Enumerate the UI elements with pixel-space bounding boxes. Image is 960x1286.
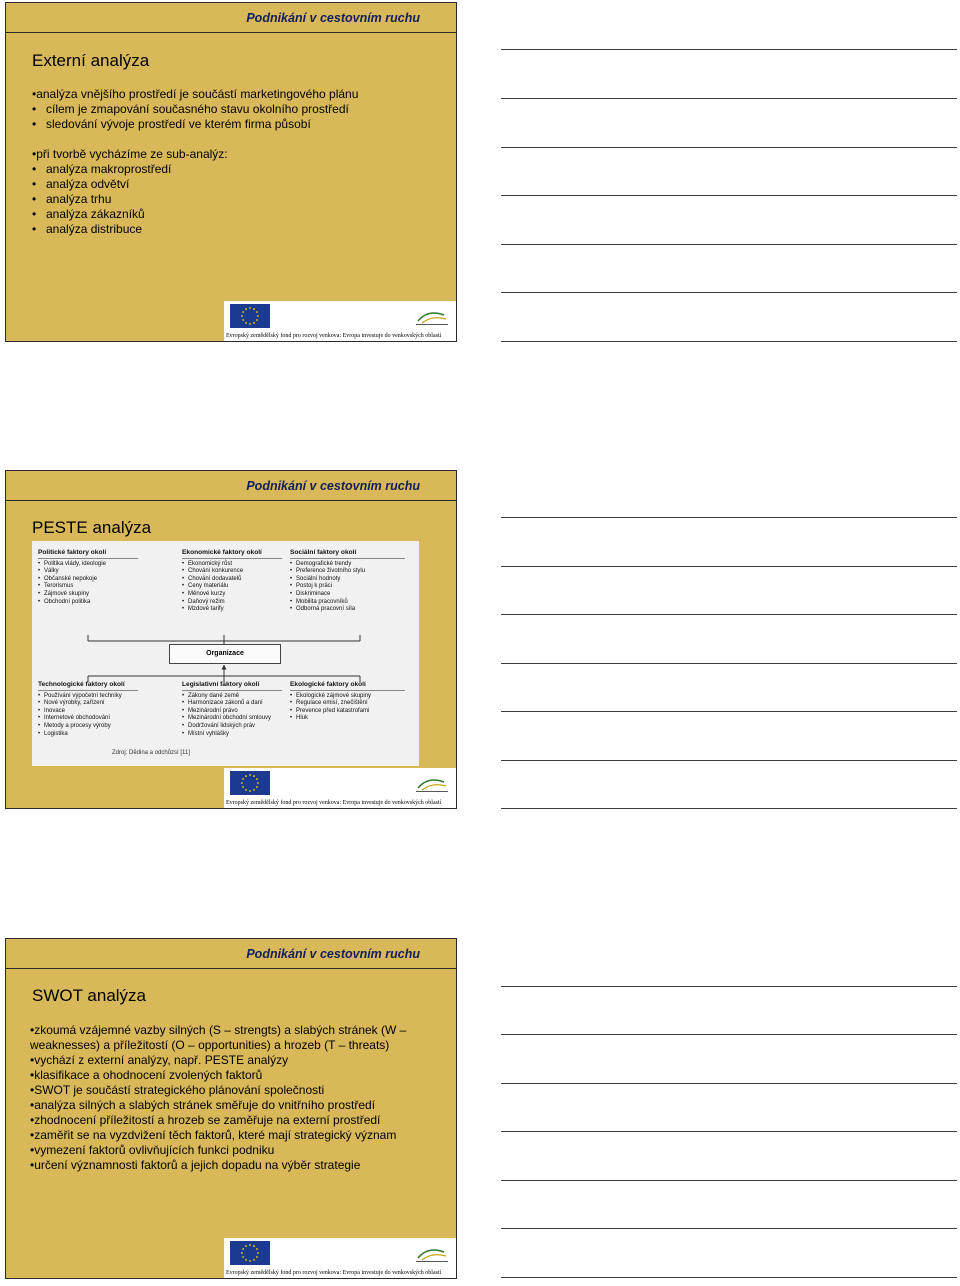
bullet-item bbox=[30, 1113, 406, 1128]
note-line bbox=[501, 1083, 957, 1084]
slide-header-text: Podnikání v cestovním ruchu bbox=[246, 946, 420, 961]
eu-star-icon bbox=[245, 1245, 247, 1247]
note-line bbox=[501, 1228, 957, 1229]
eu-star-icon bbox=[256, 1256, 258, 1258]
slide-title: Externí analýza bbox=[32, 51, 150, 70]
note-line bbox=[501, 566, 957, 567]
eu-star-icon bbox=[257, 782, 259, 784]
slide-header bbox=[6, 471, 456, 501]
eu-star-icon bbox=[249, 774, 251, 776]
eu-star-icon bbox=[253, 308, 255, 310]
source-note: Zdroj: Dědina a odchůzsí [11] bbox=[112, 750, 190, 756]
bullet-item bbox=[30, 1128, 406, 1143]
note-line bbox=[501, 711, 957, 712]
note-line bbox=[501, 341, 957, 342]
peste-factor-box bbox=[290, 681, 405, 723]
bullet-text: •analýza silných a slabých stránek směřuje do vnitřního prostředí bbox=[30, 1098, 376, 1112]
sub-bullet-item bbox=[32, 102, 358, 117]
bullet-text: •zaměřit se na vyzdvižení těch faktorů, které mají strategický význam bbox=[30, 1128, 397, 1142]
peste-box-item: • Chování konkurence bbox=[182, 568, 282, 576]
bullet-text: cílem je zmapování současného stavu okolního prostředí bbox=[46, 102, 349, 116]
bullet-gap bbox=[32, 132, 358, 147]
peste-box-title: Sociální faktory okolí bbox=[290, 549, 405, 559]
bullet-text: weaknesses) a příležitostí (O – opportunities) a hrozeb (T – threats) bbox=[30, 1038, 390, 1052]
bullet-item bbox=[30, 1038, 406, 1053]
eu-star-icon bbox=[249, 1260, 251, 1262]
eu-star-icon bbox=[241, 1252, 243, 1254]
slide-externi-analyza bbox=[5, 2, 457, 342]
eu-star-icon bbox=[256, 319, 258, 321]
eu-star-icon bbox=[245, 322, 247, 324]
footer-text: Evropský zemědělský fond pro rozvoj venkova: Evropa investuje do venkovských oblastí bbox=[226, 333, 442, 339]
eu-footer bbox=[224, 768, 457, 808]
program-logo-icon bbox=[414, 772, 450, 794]
eu-star-icon bbox=[253, 1259, 255, 1261]
peste-factor-box bbox=[182, 549, 282, 614]
peste-box-item: • Preference životního stylu bbox=[290, 568, 405, 576]
peste-box-item: • Demografické trendy bbox=[290, 561, 405, 569]
note-line bbox=[501, 1034, 957, 1035]
peste-box-item: • Ekonomický růst bbox=[182, 561, 282, 569]
eu-star-icon bbox=[256, 1248, 258, 1250]
peste-box-item: • Měnové kurzy bbox=[182, 591, 282, 599]
peste-factor-box bbox=[38, 681, 138, 738]
peste-box-item: • Občanské nepokoje bbox=[38, 576, 138, 584]
peste-diagram bbox=[32, 541, 419, 766]
slide-title: SWOT analýza bbox=[32, 986, 147, 1005]
bullet-item bbox=[30, 1023, 406, 1038]
bullet-item bbox=[32, 147, 358, 162]
peste-box-item: • Ekologické zájmové skupiny bbox=[290, 693, 405, 701]
eu-star-icon bbox=[253, 322, 255, 324]
program-logo-icon bbox=[414, 1242, 450, 1264]
eu-star-icon bbox=[242, 1248, 244, 1250]
peste-box-item: • Politika vlády, ideologie bbox=[38, 561, 138, 569]
bullet-text: •klasifikace a ohodnocení zvolených faktorů bbox=[30, 1068, 263, 1082]
eu-star-icon bbox=[257, 1252, 259, 1254]
eu-star-icon bbox=[242, 778, 244, 780]
eu-star-icon bbox=[253, 775, 255, 777]
eu-star-icon bbox=[249, 307, 251, 309]
peste-box-item: • Mzdové tarify bbox=[182, 606, 282, 614]
note-line bbox=[501, 49, 957, 50]
peste-box-item: • Daňový režim bbox=[182, 599, 282, 607]
bullet-text: analýza odvětví bbox=[46, 177, 130, 191]
peste-box-item: • Sociální hodnoty bbox=[290, 576, 405, 584]
peste-factor-box bbox=[38, 549, 138, 606]
note-line bbox=[501, 1131, 957, 1132]
slide-header-text: Podnikání v cestovním ruchu bbox=[246, 478, 420, 493]
bullet-item bbox=[30, 1098, 406, 1113]
slide-swot-analyza bbox=[5, 938, 457, 1279]
peste-box-item: • Zájmové skupiny bbox=[38, 591, 138, 599]
bullet-text: •zhodnocení příležitostí a hrozeb se zaměřuje na externí prostředí bbox=[30, 1113, 381, 1127]
peste-box-item: • Mobilita pracovníků bbox=[290, 599, 405, 607]
eu-flag-icon bbox=[230, 304, 270, 328]
peste-box-item: • Harmonizace zákonů a daní bbox=[182, 700, 282, 708]
eu-star-icon bbox=[249, 1244, 251, 1246]
eu-star-icon bbox=[242, 786, 244, 788]
bullet-text: analýza zákazníků bbox=[46, 207, 145, 221]
peste-box-item: • Internetové obchodování bbox=[38, 715, 138, 723]
bullet-dot-icon: • bbox=[32, 207, 37, 221]
eu-star-icon bbox=[245, 308, 247, 310]
bullet-text: •SWOT je součástí strategického plánování společnosti bbox=[30, 1083, 325, 1097]
peste-box-item: • Metody a procesy výroby bbox=[38, 723, 138, 731]
footer-text: Evropský zemědělský fond pro rozvoj venkova: Evropa investuje do venkovských oblastí bbox=[226, 800, 442, 806]
footer-text: Evropský zemědělský fond pro rozvoj venkova: Evropa investuje do venkovských oblastí bbox=[226, 1270, 442, 1276]
note-line bbox=[501, 195, 957, 196]
note-line bbox=[501, 663, 957, 664]
peste-box-item: • Prevence před katastrofami bbox=[290, 708, 405, 716]
eu-footer bbox=[224, 301, 457, 341]
peste-box-item: • Války bbox=[38, 568, 138, 576]
sub-bullet-item bbox=[32, 192, 358, 207]
bullet-text: •určení významnosti faktorů a jejich dopadu na výběr strategie bbox=[30, 1158, 361, 1172]
peste-box-title: Politické faktory okolí bbox=[38, 549, 138, 559]
sub-bullet-item bbox=[32, 162, 358, 177]
peste-box-item: • Chování dodavatelů bbox=[182, 576, 282, 584]
slide-bullets bbox=[32, 87, 358, 237]
note-line bbox=[501, 760, 957, 761]
eu-footer bbox=[224, 1238, 457, 1278]
eu-star-icon bbox=[256, 786, 258, 788]
bullet-text: •analýza vnějšího prostředí je součástí marketingového plánu bbox=[32, 87, 359, 101]
bullet-dot-icon: • bbox=[32, 222, 37, 236]
eu-star-icon bbox=[242, 319, 244, 321]
bullet-text: analýza trhu bbox=[46, 192, 112, 206]
eu-flag-icon bbox=[230, 1241, 270, 1265]
eu-star-icon bbox=[245, 775, 247, 777]
slide-peste-analyza bbox=[5, 470, 457, 809]
eu-star-icon bbox=[253, 1245, 255, 1247]
slide-header bbox=[6, 939, 456, 969]
note-line bbox=[501, 1277, 957, 1278]
eu-flag-icon bbox=[230, 771, 270, 795]
sub-bullet-item bbox=[32, 177, 358, 192]
peste-box-item: • Nové výrobky, zařízení bbox=[38, 700, 138, 708]
bullet-text: analýza makroprostředí bbox=[46, 162, 172, 176]
program-logo-icon bbox=[414, 305, 450, 327]
note-line bbox=[501, 1180, 957, 1181]
eu-star-icon bbox=[241, 782, 243, 784]
bullet-dot-icon: • bbox=[32, 117, 37, 131]
eu-star-icon bbox=[256, 311, 258, 313]
eu-star-icon bbox=[245, 789, 247, 791]
peste-box-item: • Terorismus bbox=[38, 583, 138, 591]
bullet-item bbox=[30, 1068, 406, 1083]
note-line bbox=[501, 292, 957, 293]
peste-box-item: • Diskriminace bbox=[290, 591, 405, 599]
bullet-text: sledování vývoje prostředí ve kterém firma působí bbox=[46, 117, 311, 131]
peste-factor-box bbox=[290, 549, 405, 614]
sub-bullet-item bbox=[32, 207, 358, 222]
peste-box-item: • Hluk bbox=[290, 715, 405, 723]
peste-factor-box bbox=[182, 681, 282, 738]
sub-bullet-item bbox=[32, 117, 358, 132]
bullet-item bbox=[32, 87, 358, 102]
eu-star-icon bbox=[242, 311, 244, 313]
eu-star-icon bbox=[249, 323, 251, 325]
slide-bullets bbox=[30, 1023, 406, 1173]
bullet-dot-icon: • bbox=[32, 192, 37, 206]
peste-box-item: • Zákony dané země bbox=[182, 693, 282, 701]
peste-box-item: • Inovace bbox=[38, 708, 138, 716]
slide-header-text: Podnikání v cestovním ruchu bbox=[246, 10, 420, 25]
eu-star-icon bbox=[256, 778, 258, 780]
note-line bbox=[501, 517, 957, 518]
peste-box-item: • Odborná pracovní síla bbox=[290, 606, 405, 614]
bullet-text: •zkoumá vzájemné vazby silných (S – strengts) a slabých stránek (W – bbox=[30, 1023, 407, 1037]
peste-box-item: • Místní vyhlášky bbox=[182, 731, 282, 739]
bullet-item bbox=[30, 1053, 406, 1068]
peste-box-item: • Obchodní politika bbox=[38, 599, 138, 607]
bullet-dot-icon: • bbox=[32, 177, 37, 191]
slide-title: PESTE analýza bbox=[32, 518, 152, 537]
peste-box-title: Technologické faktory okolí bbox=[38, 681, 138, 691]
peste-box-item: • Mezinárodní obchodní smlouvy bbox=[182, 715, 282, 723]
bullet-text: •vymezení faktorů ovlivňujících funkci podniku bbox=[30, 1143, 275, 1157]
eu-star-icon bbox=[253, 789, 255, 791]
eu-star-icon bbox=[241, 315, 243, 317]
peste-box-item: • Dodržování lidských práv bbox=[182, 723, 282, 731]
peste-box-item: • Používání výpočetní techniky bbox=[38, 693, 138, 701]
bullet-item bbox=[30, 1083, 406, 1098]
bullet-item bbox=[30, 1143, 406, 1158]
slide-header bbox=[6, 3, 456, 33]
bullet-dot-icon: • bbox=[32, 102, 37, 116]
peste-box-item: • Logistika bbox=[38, 731, 138, 739]
note-line bbox=[501, 244, 957, 245]
eu-star-icon bbox=[249, 790, 251, 792]
note-line bbox=[501, 614, 957, 615]
peste-box-title: Ekonomické faktory okolí bbox=[182, 549, 282, 559]
eu-star-icon bbox=[242, 1256, 244, 1258]
peste-box-title: Legislativní faktory okolí bbox=[182, 681, 282, 691]
note-line bbox=[501, 147, 957, 148]
note-line bbox=[501, 98, 957, 99]
bullet-text: analýza distribuce bbox=[46, 222, 143, 236]
bullet-dot-icon: • bbox=[32, 162, 37, 176]
sub-bullet-item bbox=[32, 222, 358, 237]
peste-box-item: • Postoj k práci bbox=[290, 583, 405, 591]
eu-star-icon bbox=[257, 315, 259, 317]
note-line bbox=[501, 986, 957, 987]
bullet-text: •vychází z externí analýzy, např. PESTE analýzy bbox=[30, 1053, 289, 1067]
bullet-text: •při tvorbě vycházíme ze sub-analýz: bbox=[32, 147, 228, 161]
organizace-box: Organizace bbox=[169, 644, 281, 664]
peste-box-title: Ekologické faktory okolí bbox=[290, 681, 405, 691]
peste-box-item: • Ceny materiálu bbox=[182, 583, 282, 591]
peste-box-item: • Mezinárodní právo bbox=[182, 708, 282, 716]
eu-star-icon bbox=[245, 1259, 247, 1261]
note-line bbox=[501, 808, 957, 809]
bullet-item bbox=[30, 1158, 406, 1173]
peste-box-item: • Regulace emisí, znečištění bbox=[290, 700, 405, 708]
